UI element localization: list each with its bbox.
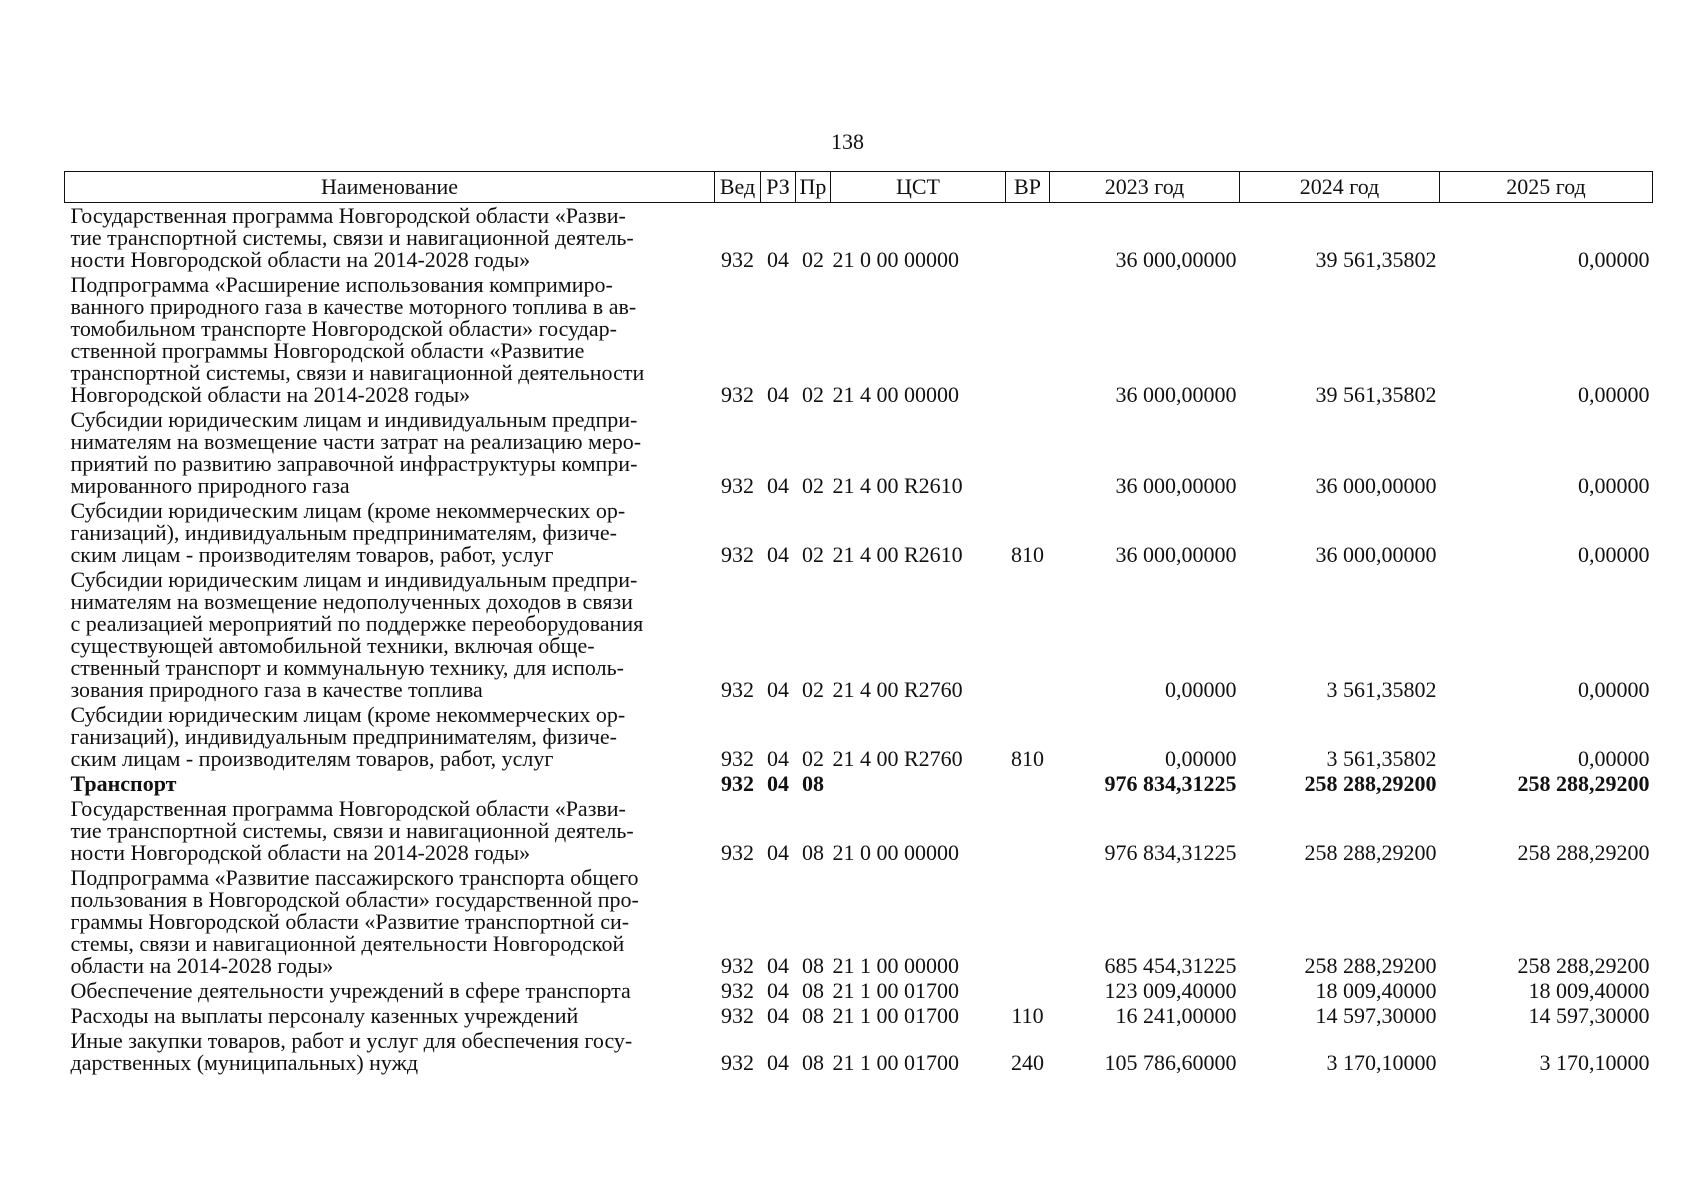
header-ved: Вед [715,172,761,203]
cell-2025: 258 288,29200 [1517,840,1650,865]
cell-name-line: Транспорт [70,771,177,796]
cell-name-line: Субсидии юридическим лицам и индивидуальным предпри- [70,567,638,592]
cell-pr: 08 [802,771,824,796]
cell-name-line: граммы Новгородской области «Развитие транспортной си- [70,909,630,934]
cell-2025: 0,00000 [1578,473,1650,498]
page-number: 138 [831,129,864,154]
cell-pr: 02 [802,247,824,272]
cell-2023: 36 000,00000 [1115,382,1237,407]
cell-pr: 08 [802,1003,824,1028]
cell-rz: 04 [767,677,789,702]
header-rz: РЗ [761,172,796,203]
cell-ved: 932 [721,953,754,978]
table-row [65,407,1653,498]
cell-ved: 932 [721,746,754,771]
cell-name [65,771,715,796]
cell-name-line: ским лицам - производителям товаров, работ, услуг [70,542,554,567]
cell-rz: 04 [767,542,789,567]
cell-cst: 21 4 00 R2760 [832,677,963,702]
cell-name-line: ванного природного газа в качестве моторного топлива в ав- [70,294,637,319]
cell-cst: 21 4 00 00000 [832,382,959,407]
cell-vr [1006,272,1050,407]
header-2023: 2023 год [1050,172,1240,203]
cell-name [65,978,715,1003]
cell-2025: 0,00000 [1578,677,1650,702]
cell-name-line: дарственных (муниципальных) нужд [70,1050,419,1075]
cell-rz: 04 [767,953,789,978]
cell-name-line: с реализацией мероприятий по поддержке переоборудования [70,611,644,636]
cell-vr: 240 [1011,1050,1044,1075]
cell-2023: 976 834,31225 [1104,840,1237,865]
cell-name [65,865,715,978]
cell-name-line: ственный транспорт и коммунальную технику, для исполь- [70,655,624,680]
cell-name-line: транспортной системы, связи и навигационной деятельности [70,360,645,385]
cell-ved: 932 [721,1003,754,1028]
cell-2023: 36 000,00000 [1115,542,1237,567]
cell-rz: 04 [767,746,789,771]
cell-cst: 21 0 00 00000 [832,247,959,272]
cell-rz: 04 [767,978,789,1003]
cell-2023: 685 454,31225 [1104,953,1237,978]
table-row [65,203,1653,273]
cell-2024: 258 288,29200 [1304,840,1437,865]
cell-2024: 36 000,00000 [1315,542,1437,567]
cell-pr: 08 [802,978,824,1003]
cell-cst: 21 4 00 R2610 [832,542,963,567]
header-name: Наименование [65,172,715,203]
cell-name [65,407,715,498]
cell-2024: 258 288,29200 [1304,953,1437,978]
cell-vr [1006,771,1050,796]
cell-ved: 932 [721,978,754,1003]
table-row [65,978,1653,1003]
cell-vr [1006,796,1050,865]
cell-name [65,567,715,702]
cell-cst: 21 1 00 01700 [832,1003,959,1028]
table-header-row [65,172,1653,203]
cell-2023: 105 786,60000 [1104,1050,1237,1075]
cell-name-line: ганизаций), индивидуальным предпринимателям, физиче- [70,520,618,545]
cell-2024: 3 561,35802 [1326,677,1437,702]
cell-vr [1006,407,1050,498]
cell-2023: 16 241,00000 [1115,1003,1237,1028]
cell-ved: 932 [721,771,754,796]
cell-vr: 110 [1011,1003,1044,1028]
cell-pr: 08 [802,840,824,865]
cell-2024: 14 597,30000 [1315,1003,1437,1028]
table-row [65,1003,1653,1028]
cell-pr: 02 [802,542,824,567]
cell-ved: 932 [721,382,754,407]
cell-name-line: области на 2014-2028 годы» [70,953,334,978]
cell-name-line: ганизаций), индивидуальным предпринимателям, физиче- [70,724,618,749]
cell-name [65,203,715,273]
cell-cst: 21 1 00 01700 [832,1050,959,1075]
cell-2025: 14 597,30000 [1528,1003,1650,1028]
cell-2023: 0,00000 [1165,746,1237,771]
cell-name-line: ским лицам - производителям товаров, работ, услуг [70,746,554,771]
cell-2023: 123 009,40000 [1104,978,1237,1003]
cell-vr [1006,865,1050,978]
cell-name-line: существующей автомобильной техники, включая обще- [70,633,595,658]
cell-2024: 36 000,00000 [1315,473,1437,498]
cell-rz: 04 [767,473,789,498]
cell-rz: 04 [767,382,789,407]
cell-cst [831,771,1006,796]
cell-2025: 0,00000 [1578,746,1650,771]
cell-ved: 932 [721,677,754,702]
header-cst: ЦСТ [831,172,1006,203]
cell-cst: 21 1 00 00000 [832,953,959,978]
cell-name-line: стемы, связи и навигационной деятельности Новгородской [70,931,625,956]
cell-name-line: Иные закупки товаров, работ и услуг для обеспечения госу- [70,1028,633,1053]
table-body [65,203,1653,1076]
header-vr: ВР [1006,172,1050,203]
header-pr: Пр [796,172,831,203]
cell-name-line: нимателям на возмещение недополученных доходов в связи [70,589,633,614]
cell-name-line: Субсидии юридическим лицам (кроме некоммерческих ор- [70,702,626,727]
cell-name [65,1003,715,1028]
cell-rz: 04 [767,840,789,865]
cell-rz: 04 [767,1003,789,1028]
cell-name-line: тие транспортной системы, связи и навигационной деятель- [70,818,634,843]
table-row [65,702,1653,771]
table-row [65,865,1653,978]
cell-pr: 08 [802,1050,824,1075]
cell-2024: 39 561,35802 [1315,382,1437,407]
cell-ved: 932 [721,542,754,567]
cell-name-line: Обеспечение деятельности учреждений в сфере транспорта [70,978,631,1003]
cell-2024: 3 561,35802 [1326,746,1437,771]
cell-name [65,1028,715,1075]
cell-2024: 18 009,40000 [1315,978,1437,1003]
cell-cst: 21 4 00 R2610 [832,473,963,498]
cell-2023: 976 834,31225 [1104,771,1237,796]
cell-2023: 36 000,00000 [1115,247,1237,272]
cell-name-line: тие транспортной системы, связи и навигационной деятель- [70,225,634,250]
cell-name-line: Расходы на выплаты персоналу казенных учреждений [70,1003,579,1028]
cell-name-line: пользования в Новгородской области» государственной про- [70,887,639,912]
table-row [65,498,1653,567]
cell-pr: 02 [802,677,824,702]
cell-name-line: Государственная программа Новгородской области «Разви- [70,203,626,228]
cell-vr [1006,978,1050,1003]
cell-ved: 932 [721,1050,754,1075]
table-row [65,272,1653,407]
cell-2025: 0,00000 [1578,542,1650,567]
cell-2025: 3 170,10000 [1539,1050,1650,1075]
table-row [65,567,1653,702]
cell-vr [1006,203,1050,273]
cell-name-line: томобильном транспорте Новгородской области» государ- [70,316,617,341]
header-2024: 2024 год [1240,172,1440,203]
cell-cst: 21 1 00 01700 [832,978,959,1003]
cell-name-line: нимателям на возмещение части затрат на реализацию меро- [70,429,642,454]
cell-2024: 258 288,29200 [1304,771,1437,796]
cell-name-line: ственной программы Новгородской области «Развитие [70,338,585,363]
cell-cst: 21 0 00 00000 [832,840,959,865]
cell-name-line: Новгородской области на 2014-2028 годы» [70,382,471,407]
cell-2025: 0,00000 [1578,382,1650,407]
cell-pr: 02 [802,382,824,407]
cell-name-line: мированного природного газа [70,473,350,498]
table-row [65,771,1653,796]
header-2025: 2025 год [1440,172,1653,203]
table-row [65,796,1653,865]
cell-2024: 39 561,35802 [1315,247,1437,272]
budget-table [64,171,1653,1075]
cell-name-line: ности Новгородской области на 2014-2028 годы» [70,840,531,865]
cell-name-line: Подпрограмма «Развитие пассажирского транспорта общего [70,865,639,890]
cell-2025: 18 009,40000 [1528,978,1650,1003]
cell-name [65,702,715,771]
cell-pr: 08 [802,953,824,978]
cell-2023: 36 000,00000 [1115,473,1237,498]
table-row [65,1028,1653,1075]
cell-name-line: Государственная программа Новгородской области «Разви- [70,796,626,821]
cell-name-line: приятий по развитию заправочной инфраструктуры компри- [70,451,638,476]
cell-name [65,498,715,567]
cell-ved: 932 [721,840,754,865]
cell-2024: 3 170,10000 [1326,1050,1437,1075]
cell-2025: 258 288,29200 [1517,953,1650,978]
cell-2023: 0,00000 [1165,677,1237,702]
cell-pr: 02 [802,473,824,498]
cell-vr [1006,567,1050,702]
cell-vr: 810 [1011,746,1044,771]
cell-name-line: Подпрограмма «Расширение использования компримиро- [70,272,613,297]
cell-rz: 04 [767,247,789,272]
cell-2025: 0,00000 [1578,247,1650,272]
cell-name [65,272,715,407]
cell-ved: 932 [721,473,754,498]
cell-rz: 04 [767,1050,789,1075]
cell-cst: 21 4 00 R2760 [832,746,963,771]
cell-name [65,796,715,865]
cell-pr: 02 [802,746,824,771]
cell-name-line: Субсидии юридическим лицам (кроме некоммерческих ор- [70,498,626,523]
cell-name-line: Субсидии юридическим лицам и индивидуальным предпри- [70,407,638,432]
cell-name-line: ности Новгородской области на 2014-2028 годы» [70,247,531,272]
cell-2025: 258 288,29200 [1517,771,1650,796]
cell-rz: 04 [767,771,789,796]
cell-vr: 810 [1011,542,1044,567]
cell-ved: 932 [721,247,754,272]
cell-name-line: зования природного газа в качестве топлива [70,677,483,702]
